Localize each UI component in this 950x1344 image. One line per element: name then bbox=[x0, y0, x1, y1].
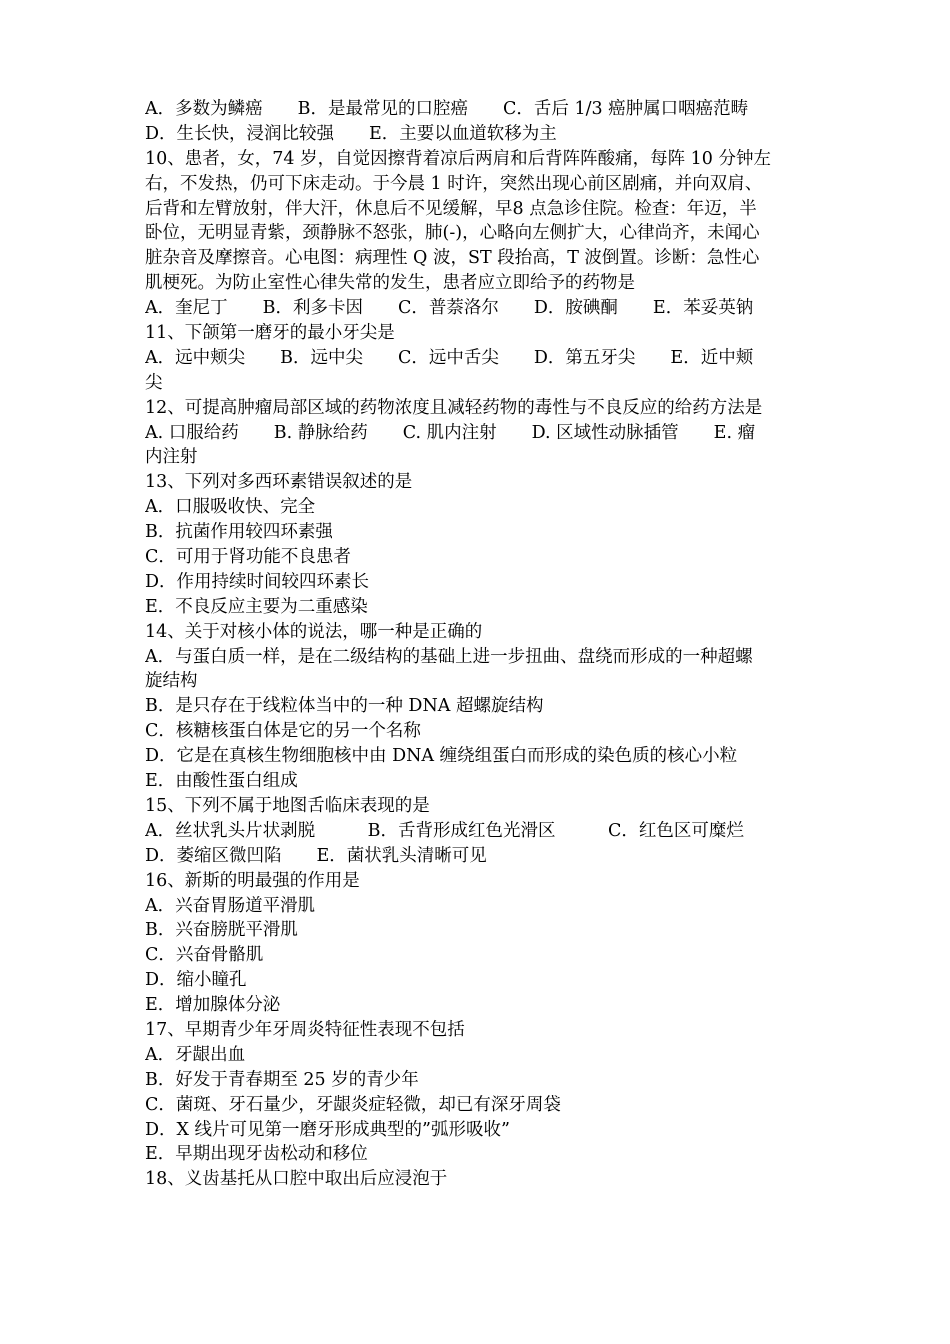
text-line: 内注射 bbox=[145, 447, 198, 468]
text-line: 16、新斯的明最强的作用是 bbox=[145, 870, 360, 891]
text-line: 卧位，无明显青紫，颈静脉不怒张，肺(-)，心略向左侧扩大，心律尚齐，未闻心 bbox=[145, 223, 760, 244]
text-line: 17、早期青少年牙周炎特征性表现不包括 bbox=[145, 1019, 465, 1040]
text-line: 脏杂音及摩擦音。心电图：病理性 Q 波，ST 段抬高，T 波倒置。诊断：急性心 bbox=[145, 248, 760, 269]
text-line: 10、患者，女，74 岁，自觉因擦背着凉后两肩和后背阵阵酸痛，每阵 10 分钟左 bbox=[145, 148, 771, 169]
text-line: D．它是在真核生物细胞核中由 DNA 缠绕组蛋白而形成的染色质的核心小粒 bbox=[145, 746, 738, 767]
text-line: A．与蛋白质一样，是在二级结构的基础上进一步扭曲、盘绕而形成的一种超螺 bbox=[145, 646, 753, 667]
text-line: D．生长快，浸润比较强 E．主要以血道软移为主 bbox=[145, 123, 557, 144]
text-line: B．好发于青春期至 25 岁的青少年 bbox=[145, 1069, 419, 1090]
text-line: A．口服吸收快、完全 bbox=[145, 497, 316, 518]
text-line: B．兴奋膀胱平滑肌 bbox=[145, 920, 298, 941]
text-line: C．核糖核蛋白体是它的另一个名称 bbox=[145, 721, 421, 742]
text-line: D．作用持续时间较四环素长 bbox=[145, 571, 370, 592]
text-line: A．牙龈出血 bbox=[145, 1044, 246, 1065]
text-line: C．兴奋骨骼肌 bbox=[145, 945, 264, 966]
text-line: 14、关于对核小体的说法，哪一种是正确的 bbox=[145, 621, 483, 642]
text-line: 11、下颌第一磨牙的最小牙尖是 bbox=[145, 323, 395, 344]
text-line: C．可用于肾功能不良患者 bbox=[145, 547, 351, 568]
text-line: E．不良反应主要为二重感染 bbox=[145, 596, 368, 617]
text-line: D．萎缩区微凹陷 E．菌状乳头清晰可见 bbox=[145, 845, 487, 866]
text-line: 肌梗死。为防止室性心律失常的发生，患者应立即给予的药物是 bbox=[145, 273, 635, 294]
text-line: A．兴奋胃肠道平滑肌 bbox=[145, 895, 316, 916]
text-line: A．奎尼丁 B．利多卡因 C．普萘洛尔 D．胺碘酮 E．苯妥英钠 bbox=[145, 298, 754, 319]
text-line: A．丝状乳头片状剥脱 B．舌背形成红色光滑区 C．红色区可糜烂 bbox=[145, 820, 744, 841]
text-line: E．早期出现牙齿松动和移位 bbox=[145, 1144, 368, 1165]
text-line: D．缩小瞳孔 bbox=[145, 970, 247, 991]
text-line: 13、下列对多西环素错误叙述的是 bbox=[145, 472, 413, 493]
text-line: 18、义齿基托从口腔中取出后应浸泡于 bbox=[145, 1169, 448, 1190]
text-line: 尖 bbox=[145, 372, 163, 393]
text-line: 旋结构 bbox=[145, 671, 198, 692]
text-line: B．是只存在于线粒体当中的一种 DNA 超螺旋结构 bbox=[145, 696, 544, 717]
text-line: A．远中颊尖 B．远中尖 C．远中舌尖 D．第五牙尖 E．近中颊 bbox=[145, 347, 754, 368]
text-line: 右，不发热，仍可下床走动。于今晨 1 时许，突然出现心前区剧痛，并向双肩、 bbox=[145, 173, 763, 194]
text-line: D．X 线片可见第一磨牙形成典型的”弧形吸收” bbox=[145, 1119, 510, 1140]
document-page bbox=[145, 97, 815, 1192]
text-line: E．增加腺体分泌 bbox=[145, 995, 281, 1016]
text-line: 15、下列不属于地图舌临床表现的是 bbox=[145, 795, 430, 816]
text-line: 后背和左臂放射，伴大汗，休息后不见缓解，早8 点急诊住院。检查：年迈，半 bbox=[145, 198, 757, 219]
text-line: B．抗菌作用较四环素强 bbox=[145, 522, 333, 543]
text-line: C．菌斑、牙石量少，牙龈炎症轻微，却已有深牙周袋 bbox=[145, 1094, 561, 1115]
text-line: A．多数为鳞癌 B．是最常见的口腔癌 C．舌后 1/3 癌肿属口咽癌范畴 bbox=[145, 99, 749, 119]
text-line: E．由酸性蛋白组成 bbox=[145, 771, 298, 792]
text-line: 12、可提高肿瘤局部区域的药物浓度且减轻药物的毒性与不良反应的给药方法是 bbox=[145, 397, 763, 418]
text-line: A. 口服给药 B. 静脉给药 C. 肌内注射 D. 区域性动脉插管 E. 瘤 bbox=[145, 422, 756, 443]
